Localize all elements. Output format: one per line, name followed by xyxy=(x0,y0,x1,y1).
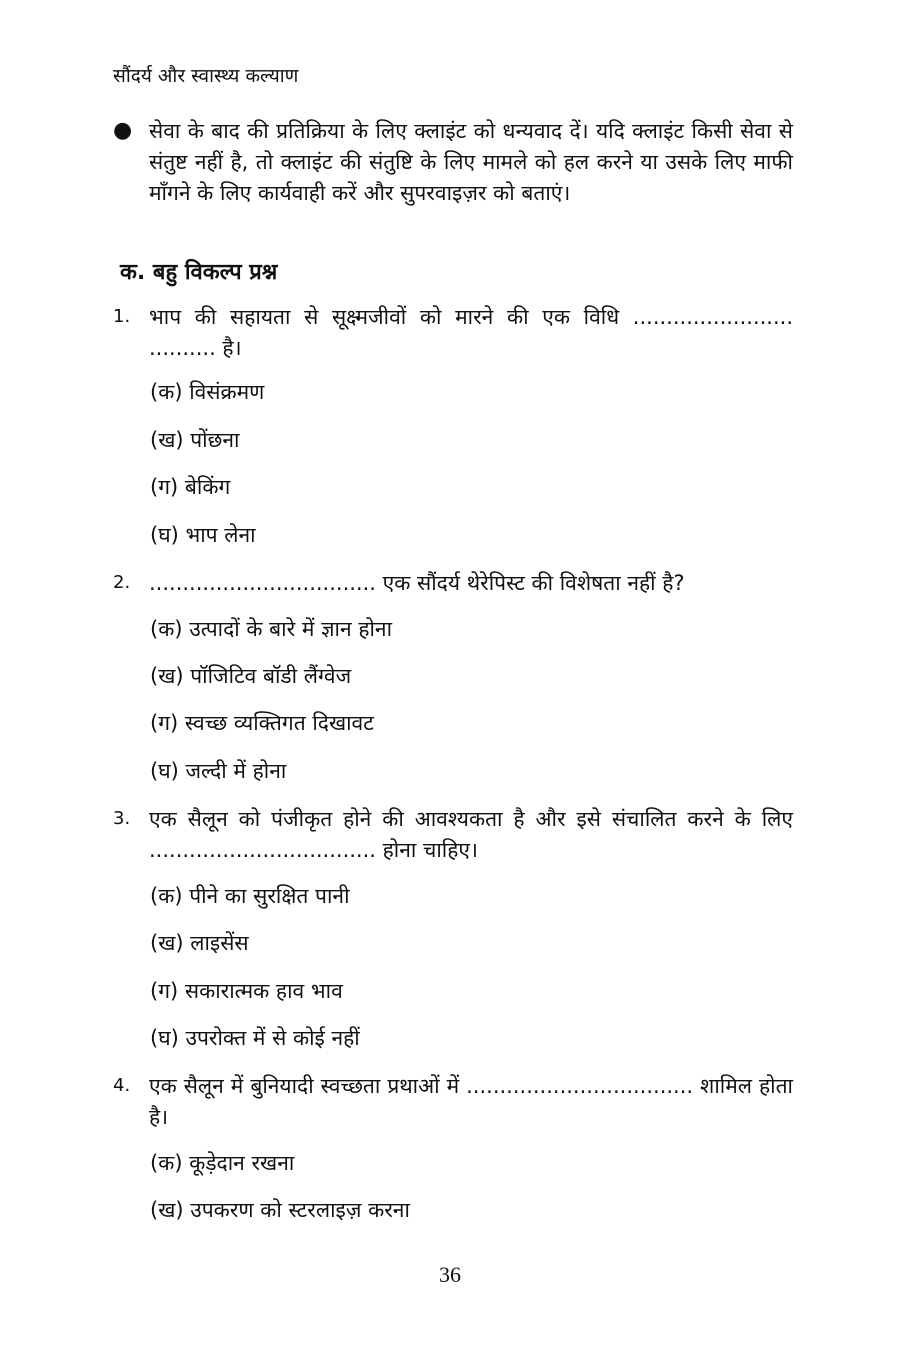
question-3 xyxy=(113,804,793,866)
question-4 xyxy=(113,1071,793,1133)
question-number: 2. xyxy=(113,572,131,593)
question-number: 1. xyxy=(113,306,131,327)
bullet-icon: ● xyxy=(113,118,133,143)
option-ga: (ग) स्वच्छ व्यक्तिगत दिखावट xyxy=(150,711,374,735)
option-ka: (क) पीने का सुरक्षित पानी xyxy=(150,884,350,908)
option-ka: (क) उत्पादों के बारे में ज्ञान होना xyxy=(150,617,393,641)
option-ka: (क) कूड़ेदान रखना xyxy=(150,1151,295,1175)
question-number: 4. xyxy=(113,1075,131,1096)
option-gha: (घ) उपरोक्त में से कोई नहीं xyxy=(150,1026,360,1050)
question-text: .................................. एक सौंदर्य थेरेपिस्ट की विशेषता नहीं है? xyxy=(149,571,685,595)
running-header: सौंदर्य और स्वास्थ्य कल्याण xyxy=(113,65,299,87)
question-1 xyxy=(113,302,793,364)
option-gha: (घ) भाप लेना xyxy=(150,523,256,547)
question-text: एक सैलून में बुनियादी स्वच्छता प्रथाओं में .................................. शामिल होता है। xyxy=(149,1074,793,1129)
option-ga: (ग) सकारात्मक हाव भाव xyxy=(150,979,343,1003)
page-number: 36 xyxy=(439,1262,461,1287)
question-text: भाप की सहायता से सूक्ष्मजीवों को मारने की एक विधि ........................ .......... है। xyxy=(149,305,793,360)
section-title: क. बहु विकल्प प्रश्न xyxy=(120,260,278,285)
question-2 xyxy=(113,568,793,599)
option-ga: (ग) बेकिंग xyxy=(150,475,231,499)
option-kha: (ख) पॉजिटिव बॉडी लैंग्वेज xyxy=(150,664,352,688)
option-gha: (घ) जल्दी में होना xyxy=(150,759,287,783)
option-kha: (ख) पोंछना xyxy=(150,428,240,452)
option-kha: (ख) उपकरण को स्टरलाइज़ करना xyxy=(150,1198,410,1222)
option-ka: (क) विसंक्रमण xyxy=(150,380,265,404)
bullet-paragraph xyxy=(113,116,793,209)
question-text: एक सैलून को पंजीकृत होने की आवश्यकता है और इसे संचालित करने के लिए .................................. होना चाहिए। xyxy=(149,807,793,862)
bullet-text: सेवा के बाद की प्रतिक्रिया के लिए क्लाइंट को धन्यवाद दें। यदि क्लाइंट किसी सेवा से संतुष्ट नहीं है, तो क्लाइंट की संतुष्टि के लिए मामले को हल करने या उसके लिए माफी माँगने के लिए कार्यवाही करें और सुपरवाइज़र को बताएं। xyxy=(149,119,793,205)
question-number: 3. xyxy=(113,808,131,829)
option-kha: (ख) लाइसेंस xyxy=(150,931,249,955)
